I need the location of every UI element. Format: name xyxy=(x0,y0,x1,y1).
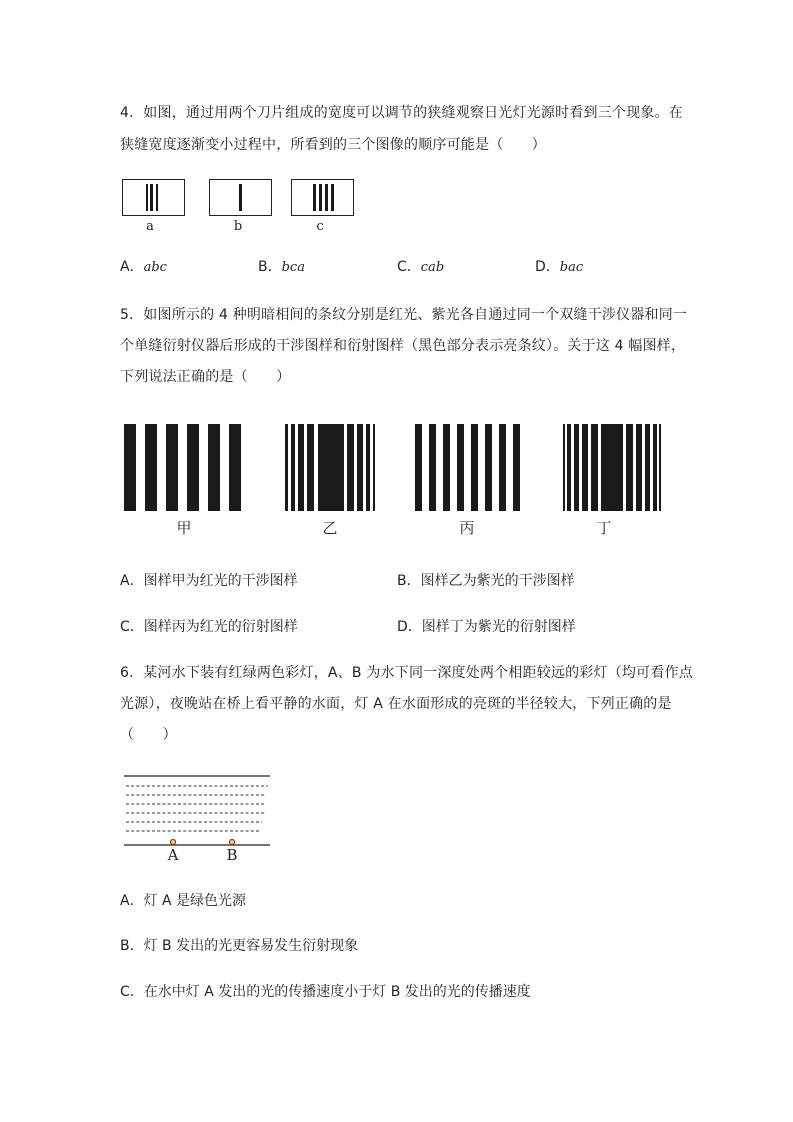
fringe xyxy=(563,424,565,511)
q5-stem-line1: 5．如图所示的 4 种明暗相间的条纹分别是红光、紫光各自通过同一个双缝干涉仪器和同一 xyxy=(120,307,688,323)
fringe xyxy=(601,424,623,511)
fringe xyxy=(567,424,571,511)
q5-option-d[interactable]: D．图样丁为紫光的衍射图样 xyxy=(397,619,576,635)
fringe xyxy=(574,424,579,511)
q4-option-a[interactable] xyxy=(120,258,167,277)
option-letter: D． xyxy=(535,259,560,275)
fringe xyxy=(471,424,478,511)
q5-option-c[interactable]: C．图样丙为红光的衍射图样 xyxy=(120,619,298,635)
option-value: bac xyxy=(559,260,584,275)
fringe xyxy=(636,424,642,511)
pattern-yi xyxy=(285,424,375,511)
fringe xyxy=(146,184,148,211)
q6-option-a[interactable]: A．灯 A 是绿色光源 xyxy=(120,893,247,909)
q6-stem-line1: 6．某河水下装有红绿两色彩灯，A、B 为水下同一深度处两个相距较远的彩灯（均可看作点 xyxy=(120,665,693,681)
fringe xyxy=(156,184,158,211)
fringe xyxy=(325,184,328,211)
fringe xyxy=(331,184,334,211)
pattern-label-bing: 丙 xyxy=(459,519,475,537)
option-value: abc xyxy=(143,260,167,275)
fig-label-c: c xyxy=(316,219,324,234)
fringe xyxy=(513,424,520,511)
q4-stem-line2: 狭缝宽度逐渐变小过程中，所看到的三个图像的顺序可能是（ ） xyxy=(120,137,546,153)
option-value: bca xyxy=(281,260,305,275)
option-value: cab xyxy=(420,260,445,275)
fringe xyxy=(187,424,199,511)
fringe xyxy=(208,424,220,511)
pattern-bing xyxy=(415,424,520,511)
slit-pattern-c xyxy=(291,179,354,216)
fringe xyxy=(145,424,157,511)
fringe xyxy=(591,424,598,511)
fringe xyxy=(347,424,354,511)
q4-stem-line1: 4．如图，通过用两个刀片组成的宽度可以调节的狭缝观察日光灯光源时看到三个现象。在 xyxy=(120,105,683,121)
q4-option-d[interactable] xyxy=(535,258,583,277)
q5-stem-line2: 个单缝衍射仪器后形成的干涉图样和衍射图样（黑色部分表示亮条纹）。关于这 4 幅图样， xyxy=(120,338,686,354)
q5-option-a[interactable]: A．图样甲为红光的干涉图样 xyxy=(120,573,298,589)
fringe xyxy=(229,424,241,511)
q5-stem-line3: 下列说法正确的是（ ） xyxy=(120,369,291,385)
fringe xyxy=(645,424,650,511)
pattern-jia xyxy=(124,424,244,511)
option-letter: B． xyxy=(258,259,282,275)
fringe xyxy=(429,424,436,511)
fringe xyxy=(415,424,422,511)
fringe xyxy=(166,424,178,511)
q4-option-b[interactable] xyxy=(258,258,305,277)
fringe xyxy=(318,424,344,511)
fringe xyxy=(307,424,314,511)
lamp-b xyxy=(229,839,234,844)
fringe xyxy=(313,184,316,211)
fringe xyxy=(298,424,304,511)
fringe xyxy=(291,424,295,511)
fringe xyxy=(285,424,288,511)
pattern-ding xyxy=(563,424,661,511)
fringe xyxy=(357,424,363,511)
fringe xyxy=(366,424,370,511)
fringe xyxy=(150,184,153,211)
q6-option-c[interactable]: C．在水中灯 A 发出的光的传播速度小于灯 B 发出的光的传播速度 xyxy=(120,984,531,1000)
water-dashes xyxy=(126,786,268,831)
fringe xyxy=(457,424,464,511)
option-letter: C． xyxy=(397,259,421,275)
fringe xyxy=(626,424,633,511)
option-letter: A． xyxy=(120,259,144,275)
fig-label-b: b xyxy=(233,219,243,234)
fringe xyxy=(319,184,322,211)
fringe xyxy=(485,424,492,511)
fringe xyxy=(373,424,375,511)
fringe xyxy=(124,424,136,511)
lamp-label-a: A xyxy=(167,846,179,864)
fringe xyxy=(582,424,588,511)
fringe xyxy=(499,424,506,511)
q6-option-b[interactable]: B．灯 B 发出的光更容易发生衍射现象 xyxy=(120,938,359,954)
fig-label-a: a xyxy=(146,219,154,234)
slit-pattern-b xyxy=(209,179,272,216)
lamp-label-b: B xyxy=(226,846,238,864)
fringe xyxy=(659,424,661,511)
q6-river-diagram xyxy=(118,768,278,868)
pattern-label-ding: 丁 xyxy=(596,519,612,537)
q4-option-c[interactable] xyxy=(397,258,444,277)
q6-stem-line2: 光源），夜晚站在桥上看平静的水面，灯 A 在水面形成的亮斑的半径较大，下列正确的是 xyxy=(120,696,672,712)
fringe xyxy=(653,424,657,511)
pattern-label-jia: 甲 xyxy=(176,519,192,537)
slit-pattern-a xyxy=(122,179,185,216)
pattern-label-yi: 乙 xyxy=(322,519,338,537)
q5-option-b[interactable]: B．图样乙为紫光的干涉图样 xyxy=(397,573,575,589)
fringe xyxy=(443,424,450,511)
q6-stem-line3: （ ） xyxy=(120,727,177,743)
lamp-a xyxy=(170,839,175,844)
fringe xyxy=(239,184,242,211)
